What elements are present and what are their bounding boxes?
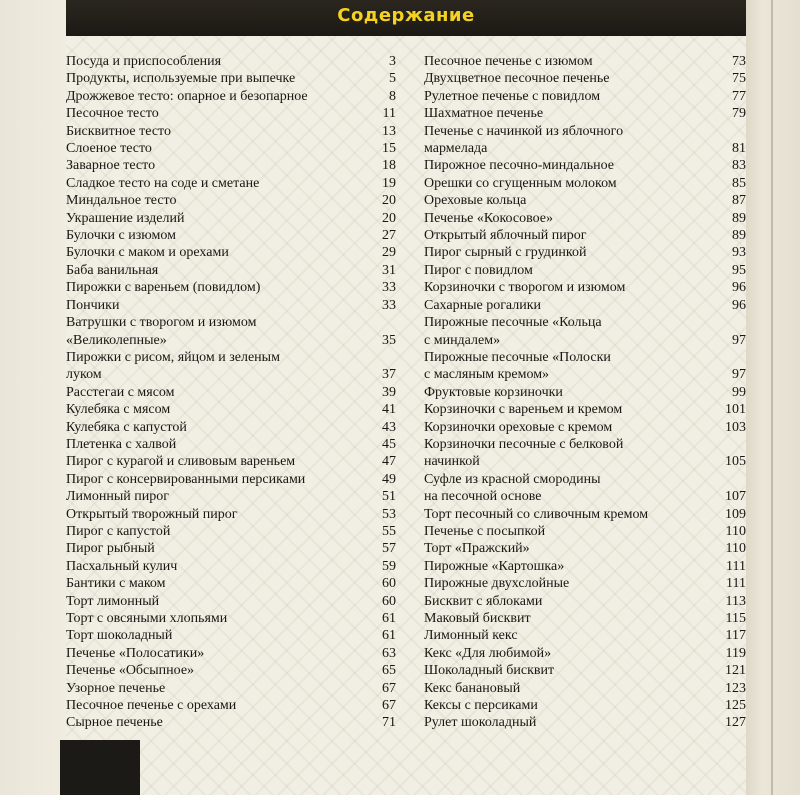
toc-entry	[66, 105, 396, 122]
toc-entry-title-continued: мармелада	[424, 141, 488, 157]
toc-entry	[66, 575, 396, 592]
toc-entry-page: 107	[725, 489, 746, 505]
toc-entry	[424, 471, 746, 506]
toc-entry-title: Торт песочный со сливочным кремом	[424, 506, 649, 522]
toc-entry-page: 65	[382, 663, 396, 679]
toc-column-left	[66, 53, 396, 732]
toc-entry-page: 117	[725, 628, 746, 644]
toc-entry-page: 57	[382, 541, 396, 557]
toc-entry-title: Пирожки с вареньем (повидлом)	[66, 280, 261, 296]
toc-entry-title: Бантики с маком	[66, 576, 166, 592]
toc-entry	[66, 244, 396, 261]
toc-entry-title: Корзиночки с вареньем и кремом	[424, 402, 623, 418]
toc-entry-title-continued: начинкой	[424, 454, 480, 470]
toc-entry-title: Рулетное печенье с повидлом	[424, 88, 601, 104]
toc-entry	[424, 210, 746, 227]
toc-entry-page: 49	[382, 471, 396, 487]
toc-entry-page: 97	[732, 332, 746, 348]
toc-entry-title: Пирожные песочные «Кольца	[424, 315, 602, 331]
toc-entry-title: Фруктовые корзиночки	[424, 384, 563, 400]
toc-entry	[424, 523, 746, 540]
toc-entry-page: 73	[732, 54, 746, 69]
toc-entry	[424, 575, 746, 592]
toc-entry	[424, 558, 746, 575]
dark-corner-block	[60, 740, 140, 795]
toc-entry-title: Песочное печенье с изюмом	[424, 54, 593, 69]
toc-entry-title: Пирог рыбный	[66, 541, 155, 557]
toc-entry-page: 97	[732, 367, 746, 383]
toc-entry-page: 110	[725, 523, 746, 539]
toc-entry	[66, 88, 396, 105]
toc-entry-page: 15	[382, 141, 396, 157]
toc-entry	[424, 593, 746, 610]
toc-entry	[424, 645, 746, 662]
toc-entry	[424, 714, 746, 731]
toc-entry-title: Печенье с начинкой из яблочного	[424, 123, 624, 139]
toc-entry	[66, 523, 396, 540]
toc-entry	[66, 349, 396, 384]
toc-entry-page: 101	[725, 402, 746, 418]
toc-entry-page: 115	[725, 611, 746, 626]
toc-entry-title: Пирожные «Картошка»	[424, 558, 565, 574]
toc-entry-page: 53	[382, 506, 396, 522]
toc-entry-title: Булочки с маком и орехами	[66, 245, 229, 261]
toc-entry-title: Расстегаи с мясом	[66, 384, 175, 400]
toc-entry-page: 20	[382, 193, 396, 209]
toc-entry-page: 8	[389, 88, 396, 104]
toc-entry-page: 35	[382, 332, 396, 348]
toc-entry-title: Бисквит с яблоками	[424, 593, 543, 609]
toc-entry-page: 85	[732, 175, 746, 191]
toc-entry-title: Бисквитное тесто	[66, 123, 171, 139]
toc-entry-title: Шахматное печенье	[424, 106, 544, 122]
toc-entry	[66, 419, 396, 436]
toc-entry-page: 60	[382, 593, 396, 609]
toc-entry-page: 111	[726, 558, 746, 574]
toc-entry	[424, 419, 746, 436]
toc-entry	[66, 610, 396, 627]
toc-entry-title: Пирог с повидлом	[424, 262, 533, 278]
toc-entry-title: Маковый бисквит	[424, 611, 531, 626]
toc-entry	[66, 53, 396, 70]
toc-entry-title: Ореховые кольца	[424, 193, 527, 209]
toc-entry	[424, 262, 746, 279]
toc-entry-title: Ватрушки с творогом и изюмом	[66, 315, 257, 331]
toc-entry-title: Торт лимонный	[66, 593, 160, 609]
toc-entry-title: Торт шоколадный	[66, 628, 173, 644]
toc-entry	[66, 471, 396, 488]
toc-entry-page: 96	[732, 297, 746, 313]
toc-entry-page: 89	[732, 210, 746, 226]
toc-entry-page: 93	[732, 245, 746, 261]
toc-entry-title: Печенье с посыпкой	[424, 523, 546, 539]
toc-entry	[66, 627, 396, 644]
toc-entry	[424, 157, 746, 174]
toc-entry-title: Пирог сырный с грудинкой	[424, 245, 587, 261]
toc-entry-title: Кексы с персиками	[424, 698, 538, 714]
toc-entry-page: 37	[382, 367, 396, 383]
toc-entry-title: Печенье «Кокосовое»	[424, 210, 554, 226]
toc-entry-title: Сырное печенье	[66, 715, 163, 731]
toc-entry-page: 121	[725, 663, 746, 679]
toc-entry-title: Корзиночки ореховые с кремом	[424, 419, 613, 435]
toc-entry	[424, 680, 746, 697]
toc-entry-page: 18	[382, 158, 396, 174]
page-title: Содержание	[337, 5, 475, 26]
toc-entry	[66, 593, 396, 610]
toc-entry	[424, 88, 746, 105]
toc-entry-page: 67	[382, 680, 396, 696]
toc-entry	[424, 610, 746, 627]
book-spine-line	[771, 0, 773, 795]
toc-entry-page: 110	[725, 541, 746, 557]
toc-entry-page: 33	[382, 280, 396, 296]
toc-entry	[66, 697, 396, 714]
toc-entry	[66, 157, 396, 174]
toc-entry-title: Шоколадный бисквит	[424, 663, 555, 679]
toc-entry-title: Песочное печенье с орехами	[66, 698, 237, 714]
toc-entry-title-continued: с масляным кремом»	[424, 367, 550, 383]
toc-entry-page: 45	[382, 436, 396, 452]
toc-entry	[66, 680, 396, 697]
toc-entry	[424, 105, 746, 122]
toc-entry	[424, 53, 746, 70]
toc-entry	[66, 714, 396, 731]
toc-entry	[66, 140, 396, 157]
toc-entry-title: Сахарные рогалики	[424, 297, 542, 313]
toc-entry-title: Торт «Пражский»	[424, 541, 530, 557]
toc-entry-title: Заварное тесто	[66, 158, 156, 174]
toc-entry	[424, 175, 746, 192]
toc-entry	[66, 401, 396, 418]
toc-entry-title: Баба ванильная	[66, 262, 159, 278]
toc-entry-title: Открытый творожный пирог	[66, 506, 238, 522]
toc-entry-page: 27	[382, 228, 396, 244]
toc-entry-page: 99	[732, 384, 746, 400]
toc-entry	[424, 662, 746, 679]
toc-entry-page: 20	[382, 210, 396, 226]
toc-entry	[424, 697, 746, 714]
toc-entry-page: 29	[382, 245, 396, 261]
toc-entry-page: 43	[382, 419, 396, 435]
toc-entry-page: 19	[382, 175, 396, 191]
toc-entry	[66, 262, 396, 279]
toc-entry-page: 113	[725, 593, 746, 609]
toc-entry-title: Двухцветное песочное печенье	[424, 71, 610, 87]
toc-entry-title: Рулет шоколадный	[424, 715, 537, 731]
toc-entry	[424, 627, 746, 644]
toc-entry-title: Пирог с курагой и сливовым вареньем	[66, 454, 296, 470]
toc-entry	[66, 488, 396, 505]
toc-entry	[424, 192, 746, 209]
toc-entry-title: Лимонный кекс	[424, 628, 518, 644]
toc-entry-title: Торт с овсяными хлопьями	[66, 611, 228, 626]
toc-entry-title: Кекс банановый	[424, 680, 521, 696]
toc-entry-page: 11	[382, 106, 396, 122]
toc-entry-page: 105	[725, 454, 746, 470]
toc-entry	[424, 506, 746, 523]
toc-entry-title: Пирожные двухслойные	[424, 576, 570, 592]
toc-entry-title: Пирог с консервированными персиками	[66, 471, 306, 487]
toc-entry-page: 71	[382, 715, 396, 731]
toc-entry-page: 41	[382, 402, 396, 418]
toc-entry-page: 33	[382, 297, 396, 313]
toc-entry-page: 111	[726, 576, 746, 592]
toc-entry-page: 67	[382, 698, 396, 714]
toc-entry-page: 79	[732, 106, 746, 122]
toc-entry-title: Кекс «Для любимой»	[424, 645, 552, 661]
toc-entry-page: 96	[732, 280, 746, 296]
toc-entry	[66, 192, 396, 209]
toc-entry	[424, 349, 746, 384]
toc-entry-title: Пончики	[66, 297, 120, 313]
toc-entry-title: Слоеное тесто	[66, 141, 152, 157]
toc-entry-page: 51	[382, 489, 396, 505]
toc-entry-title: Корзиночки песочные с белковой	[424, 436, 624, 452]
toc-entry-page: 47	[382, 454, 396, 470]
page-edge-right	[746, 0, 800, 795]
toc-entry-page: 61	[382, 611, 396, 626]
toc-entry-title: Украшение изделий	[66, 210, 185, 226]
toc-entry-page: 77	[732, 88, 746, 104]
toc-entry-title-continued: «Великолепные»	[66, 332, 167, 348]
toc-entry	[424, 227, 746, 244]
toc-entry	[66, 558, 396, 575]
toc-entry-title: Узорное печенье	[66, 680, 166, 696]
toc-entry	[424, 279, 746, 296]
toc-entry	[424, 70, 746, 87]
toc-entry-title: Булочки с изюмом	[66, 228, 176, 244]
toc-entry-title: Продукты, используемые при выпечке	[66, 71, 296, 87]
toc-entry-title: Печенье «Полосатики»	[66, 645, 205, 661]
toc-entry	[424, 540, 746, 557]
toc-entry-page: 83	[732, 158, 746, 174]
toc-entry	[424, 384, 746, 401]
toc-entry	[66, 453, 396, 470]
toc-entry-page: 75	[732, 71, 746, 87]
toc-entry-page: 63	[382, 645, 396, 661]
toc-entry	[66, 210, 396, 227]
toc-entry	[66, 540, 396, 557]
toc-entry-title: Плетенка с халвой	[66, 436, 177, 452]
toc-entry	[66, 662, 396, 679]
toc-entry-page: 119	[725, 645, 746, 661]
toc-entry-title: Корзиночки с творогом и изюмом	[424, 280, 626, 296]
toc-entry	[66, 314, 396, 349]
toc-entry-title: Лимонный пирог	[66, 489, 169, 505]
toc-entry	[424, 297, 746, 314]
toc-entry-title-continued: на песочной основе	[424, 489, 542, 505]
toc-entry-page: 3	[389, 54, 396, 69]
toc-entry-page: 31	[382, 262, 396, 278]
toc-entry	[66, 645, 396, 662]
toc-entry-title: Орешки со сгущенным молоком	[424, 175, 617, 191]
toc-entry-title: Пирожные песочные «Полоски	[424, 349, 611, 365]
toc-entry-title: Пирожки с рисом, яйцом и зеленым	[66, 349, 280, 365]
toc-entry-title: Пирог с капустой	[66, 523, 171, 539]
toc-entry-page: 61	[382, 628, 396, 644]
toc-entry-page: 60	[382, 576, 396, 592]
toc-entry-page: 87	[732, 193, 746, 209]
toc-entry	[66, 384, 396, 401]
toc-entry-page: 89	[732, 228, 746, 244]
toc-entry	[66, 175, 396, 192]
toc-entry-page: 59	[382, 558, 396, 574]
toc-entry	[66, 227, 396, 244]
toc-entry-title: Кулебяка с капустой	[66, 419, 187, 435]
toc-entry-title: Кулебяка с мясом	[66, 402, 171, 418]
toc-entry-title: Песочное тесто	[66, 106, 159, 122]
toc-entry	[66, 279, 396, 296]
toc-entry-title: Пасхальный кулич	[66, 558, 178, 574]
toc-entry-title: Дрожжевое тесто: опарное и безопарное	[66, 88, 308, 104]
toc-entry	[424, 401, 746, 418]
toc-entry-title: Суфле из красной смородины	[424, 471, 601, 487]
header-bar	[66, 0, 746, 36]
toc-entry	[424, 314, 746, 349]
toc-entry-page: 81	[732, 141, 746, 157]
toc-entry-title: Открытый яблочный пирог	[424, 228, 587, 244]
toc-entry	[424, 436, 746, 471]
toc-entry-page: 95	[732, 262, 746, 278]
toc-entry	[424, 244, 746, 261]
toc-entry-title-continued: луком	[66, 367, 102, 383]
toc-entry-page: 109	[725, 506, 746, 522]
toc-entry-page: 5	[389, 71, 396, 87]
toc-entry-page: 127	[725, 715, 746, 731]
toc-entry-page: 103	[725, 419, 746, 435]
page-margin-left	[0, 0, 66, 795]
toc-entry	[66, 70, 396, 87]
toc-entry-page: 55	[382, 523, 396, 539]
toc-entry	[66, 436, 396, 453]
toc-entry	[424, 123, 746, 158]
toc-entry-title-continued: с миндалем»	[424, 332, 501, 348]
toc-entry-title: Миндальное тесто	[66, 193, 177, 209]
toc-entry-title: Посуда и приспособления	[66, 54, 222, 69]
toc-entry-title: Пирожное песочно-миндальное	[424, 158, 614, 174]
toc-entry-page: 13	[382, 123, 396, 139]
toc-entry-page: 123	[725, 680, 746, 696]
toc-entry-title: Печенье «Обсыпное»	[66, 663, 195, 679]
toc-column-right	[424, 53, 746, 732]
toc-entry-title: Сладкое тесто на соде и сметане	[66, 175, 260, 191]
toc-entry	[66, 123, 396, 140]
toc-entry-page: 125	[725, 698, 746, 714]
toc-entry-page: 39	[382, 384, 396, 400]
toc-entry	[66, 506, 396, 523]
toc-entry	[66, 297, 396, 314]
